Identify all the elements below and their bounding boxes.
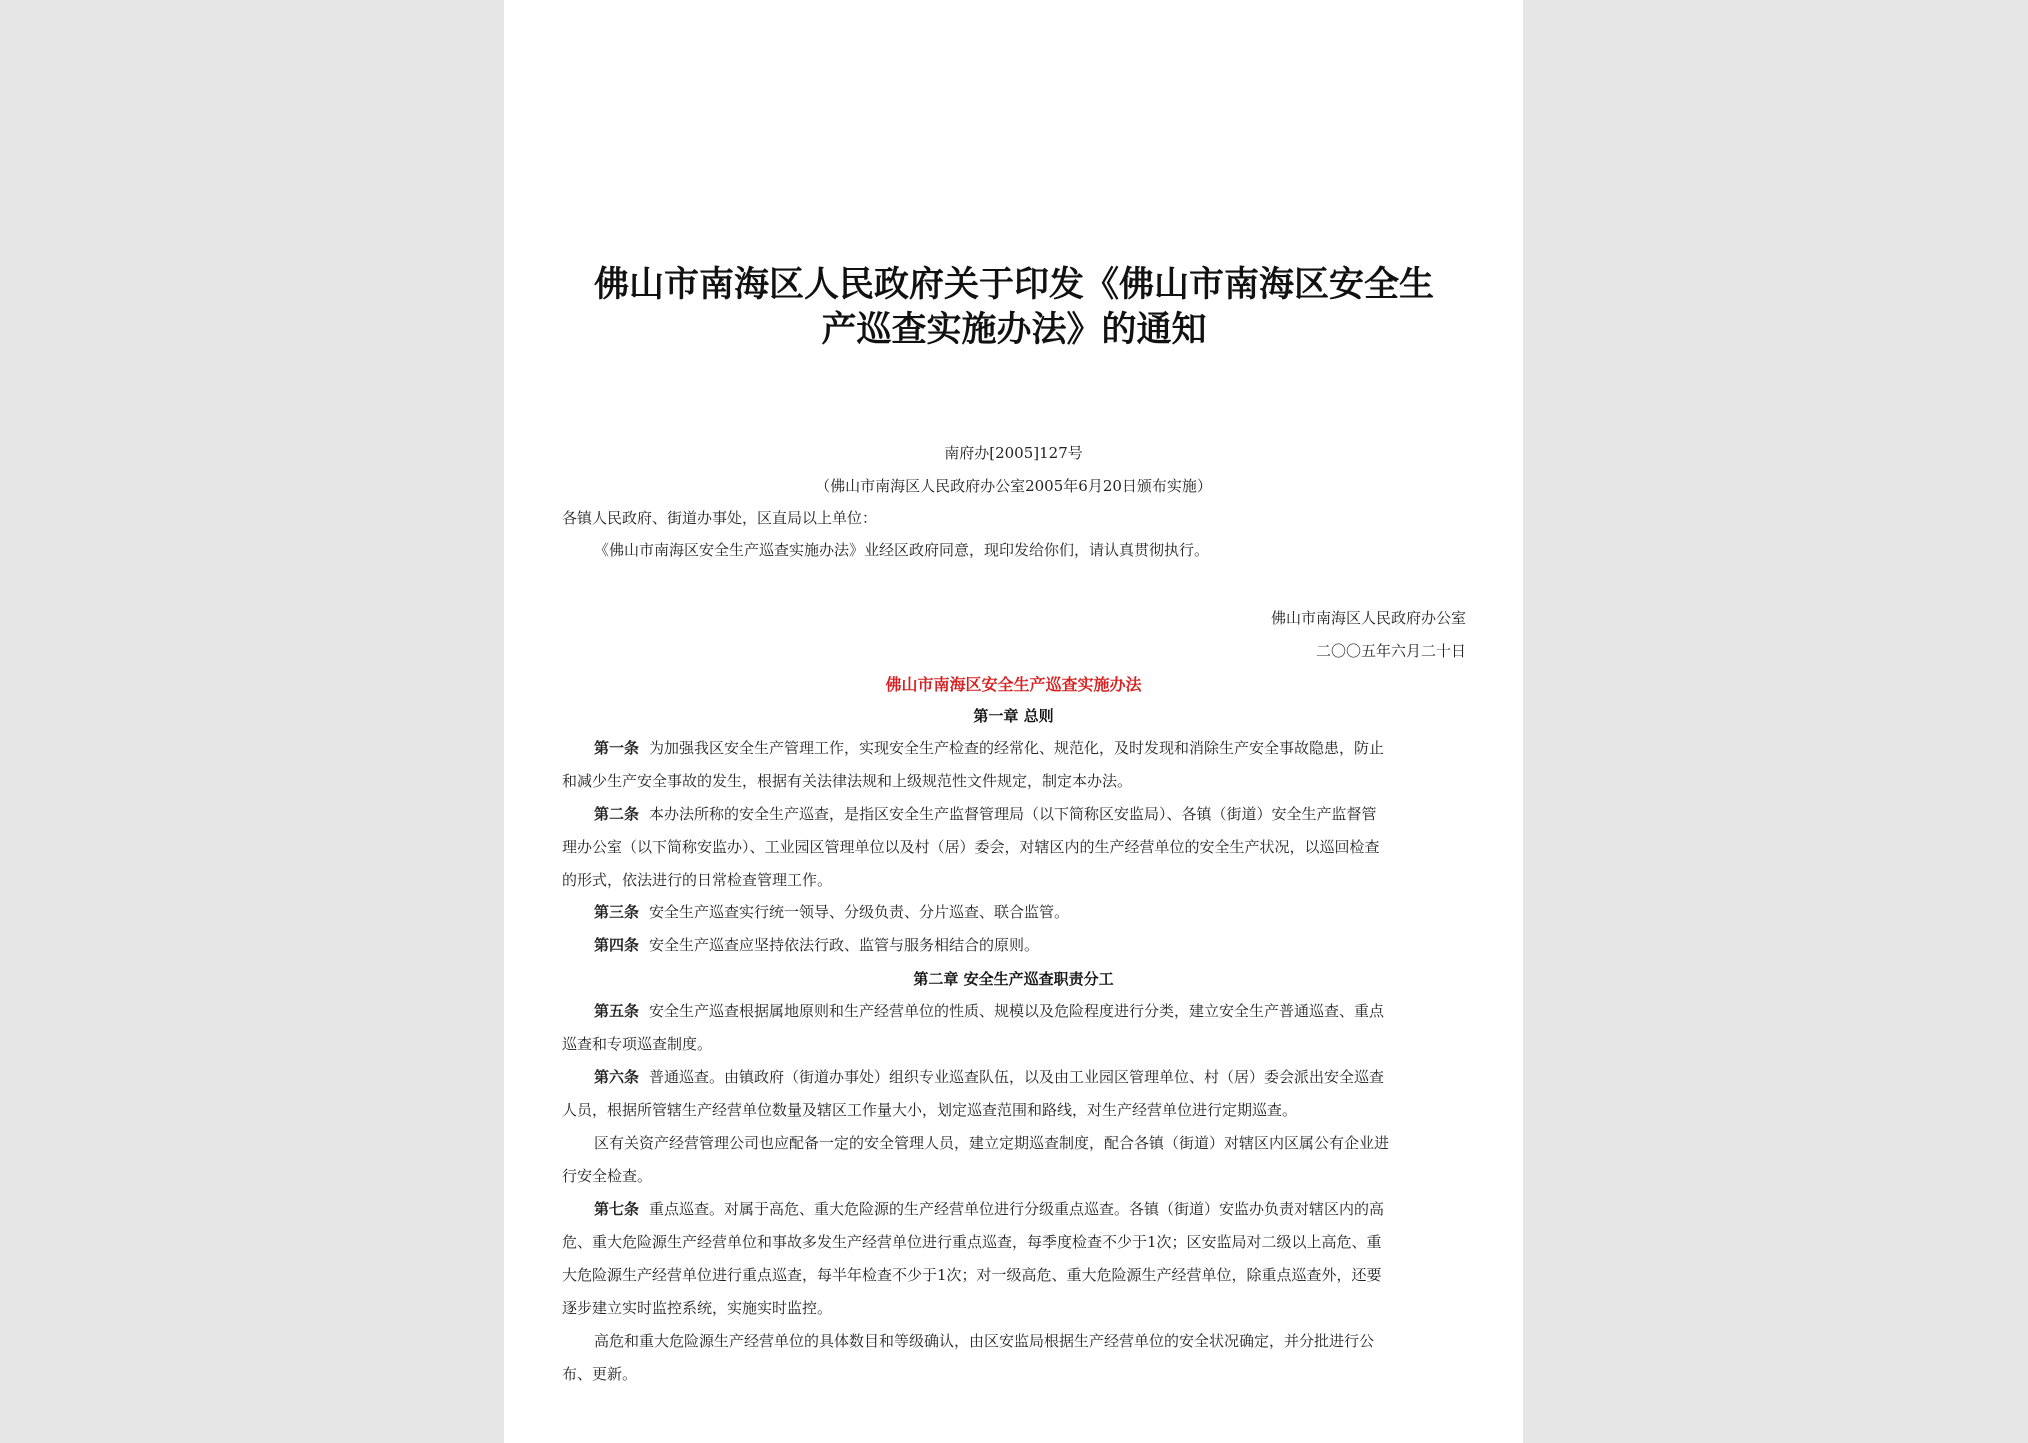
issue-date: 二〇〇五年六月二十日 — [1315, 642, 1466, 660]
article-6-line-1: 第六条 普通巡查。由镇政府（街道办事处）组织专业巡查队伍，以及由工业园区管理单位、村（居）委会派出安全巡查 — [594, 1068, 1385, 1086]
document-page — [504, 0, 1523, 1443]
article-2-label: 第二条 — [594, 805, 640, 823]
paragraph-a-line-2: 行安全检查。 — [562, 1167, 653, 1185]
article-6-label: 第六条 — [594, 1068, 640, 1086]
addressee: 各镇人民政府、街道办事处，区直局以上单位： — [562, 509, 878, 527]
article-5-line-2: 巡查和专项巡查制度。 — [562, 1035, 713, 1053]
article-2-line-2: 理办公室（以下简称安监办）、工业园区管理单位以及村（居）委会，对辖区内的生产经营单位的安全生产状况，以巡回检查 — [562, 838, 1380, 856]
article-3-label: 第三条 — [594, 903, 640, 921]
article-1-line-2: 和减少生产安全事故的发生，根据有关法律法规和上级规范性文件规定，制定本办法。 — [562, 772, 1133, 790]
article-2-line-1: 第二条 本办法所称的安全生产巡查，是指区安全生产监督管理局（以下简称区安监局）、各镇（街道）安全生产监督管 — [594, 805, 1377, 823]
notice-body: 《佛山市南海区安全生产巡查实施办法》业经区政府同意，现印发给你们，请认真贯彻执行。 — [594, 541, 1210, 559]
document-title — [544, 262, 1484, 352]
article-4-line-1: 第四条 安全生产巡查应坚持依法行政、监管与服务相结合的原则。 — [594, 936, 1040, 954]
document-number: 南府办[2005]127号 — [944, 444, 1083, 462]
chapter-1-heading: 第一章 总则 — [973, 707, 1054, 725]
article-3-line-1: 第三条 安全生产巡查实行统一领导、分级负责、分片巡查、联合监管。 — [594, 903, 1070, 921]
paragraph-b-line-1: 高危和重大危险源生产经营单位的具体数目和等级确认，由区安监局根据生产经营单位的安全状况确定，并分批进行公 — [594, 1332, 1375, 1350]
article-7-line-1: 第七条 重点巡查。对属于高危、重大危险源的生产经营单位进行分级重点巡查。各镇（街道）安监办负责对辖区内的高 — [594, 1200, 1385, 1218]
title-line-2: 产巡查实施办法》的通知 — [821, 309, 1207, 350]
article-2-line-3: 的形式，依法进行的日常检查管理工作。 — [562, 871, 833, 889]
article-1-label: 第一条 — [594, 739, 640, 757]
issuer: 佛山市南海区人民政府办公室 — [1270, 609, 1466, 627]
article-7-label: 第七条 — [594, 1200, 640, 1218]
measures-title: 佛山市南海区安全生产巡查实施办法 — [885, 675, 1142, 694]
article-5-line-1: 第五条 安全生产巡查根据属地原则和生产经营单位的性质、规模以及危险程度进行分类，建立安全生产普通巡查、重点 — [594, 1002, 1385, 1020]
promulgation-note: （佛山市南海区人民政府办公室2005年6月20日颁布实施） — [815, 477, 1212, 495]
article-7-line-2: 危、重大危险源生产经营单位和事故多发生产经营单位进行重点巡查，每季度检查不少于1次；区安监局对二级以上高危、重 — [562, 1233, 1382, 1251]
chapter-2-heading: 第二章 安全生产巡查职责分工 — [913, 970, 1114, 988]
article-7-line-3: 大危险源生产经营单位进行重点巡查，每半年检查不少于1次；对一级高危、重大危险源生产经营单位，除重点巡查外，还要 — [562, 1266, 1382, 1284]
article-7-line-4: 逐步建立实时监控系统，实施实时监控。 — [562, 1299, 833, 1317]
article-4-label: 第四条 — [594, 936, 640, 954]
article-6-line-2: 人员，根据所管辖生产经营单位数量及辖区工作量大小，划定巡查范围和路线，对生产经营单位进行定期巡查。 — [562, 1101, 1298, 1119]
paragraph-a-line-1: 区有关资产经营管理公司也应配备一定的安全管理人员，建立定期巡查制度，配合各镇（街道）对辖区内区属公有企业进 — [594, 1134, 1390, 1152]
title-line-1: 佛山市南海区人民政府关于印发《佛山市南海区安全生 — [593, 264, 1434, 305]
article-5-label: 第五条 — [594, 1002, 640, 1020]
paragraph-b-line-2: 布、更新。 — [562, 1365, 638, 1383]
article-1-line-1: 第一条 为加强我区安全生产管理工作，实现安全生产检查的经常化、规范化，及时发现和消除生产安全事故隐患，防止 — [594, 739, 1385, 757]
